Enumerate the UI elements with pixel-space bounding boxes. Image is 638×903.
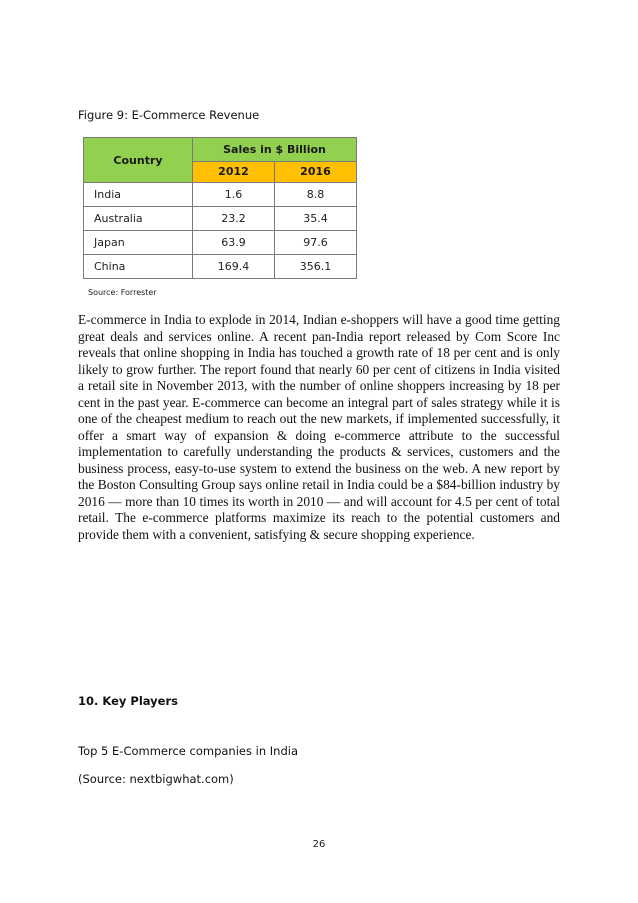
cell-country: China: [84, 255, 193, 279]
section-line-companies: Top 5 E-Commerce companies in India: [78, 744, 298, 758]
header-year-2012: 2012: [193, 161, 275, 182]
table-row: [84, 231, 357, 255]
section-line-source: (Source: nextbigwhat.com): [78, 772, 234, 786]
revenue-table: [83, 137, 357, 279]
body-paragraph: E-commerce in India to explode in 2014, Indian e-shoppers will have a good time getting great deals and services online. A recent pan-India report released by Com Score Inc reveals that online shopping in India has touched a growth rate of 18 per cent and is only likely to grow further. The report found that nearly 60 per cent of citizens in India visited a retail site in November 2013, with the number of online shoppers increasing by 18 per cent in the past year. E-commerce can become an integral part of sales strategy while it is one of the cheapest medium to reach out the new markets, if implemented successfully, it offer a smart way of expansion & doing e-commerce attribute to the successful implementation to carefully understanding the products & services, customers and the business process, easy-to-use system to extend the business on the web. A new report by the Boston Consulting Group says online retail in India could be a $84-billion industry by 2016 — more than 10 times its worth in 2010 — and will account for 4.5 per cent of total retail. The e-commerce platforms maximize its reach to the potential customers and provide them with a convenient, satisfying & secure shopping experience.: [78, 312, 560, 542]
header-year-2016: 2016: [274, 161, 356, 182]
page-number: 26: [312, 839, 326, 850]
cell-value-2012: 169.4: [193, 255, 275, 279]
figure-source: Source: Forrester: [88, 288, 157, 297]
cell-value-2012: 23.2: [193, 207, 275, 231]
header-sales: Sales in $ Billion: [193, 138, 357, 162]
table-row: [84, 255, 357, 279]
cell-value-2016: 35.4: [274, 207, 356, 231]
cell-value-2016: 8.8: [274, 183, 356, 207]
cell-value-2016: 356.1: [274, 255, 356, 279]
cell-country: Japan: [84, 231, 193, 255]
header-country: Country: [84, 138, 193, 183]
cell-country: Australia: [84, 207, 193, 231]
section-heading: 10. Key Players: [78, 694, 178, 708]
figure-caption: Figure 9: E-Commerce Revenue: [78, 108, 260, 122]
revenue-table-figure: [80, 134, 364, 297]
cell-country: India: [84, 183, 193, 207]
table-row: [84, 207, 357, 231]
cell-value-2016: 97.6: [274, 231, 356, 255]
table-row: [84, 183, 357, 207]
cell-value-2012: 1.6: [193, 183, 275, 207]
cell-value-2012: 63.9: [193, 231, 275, 255]
